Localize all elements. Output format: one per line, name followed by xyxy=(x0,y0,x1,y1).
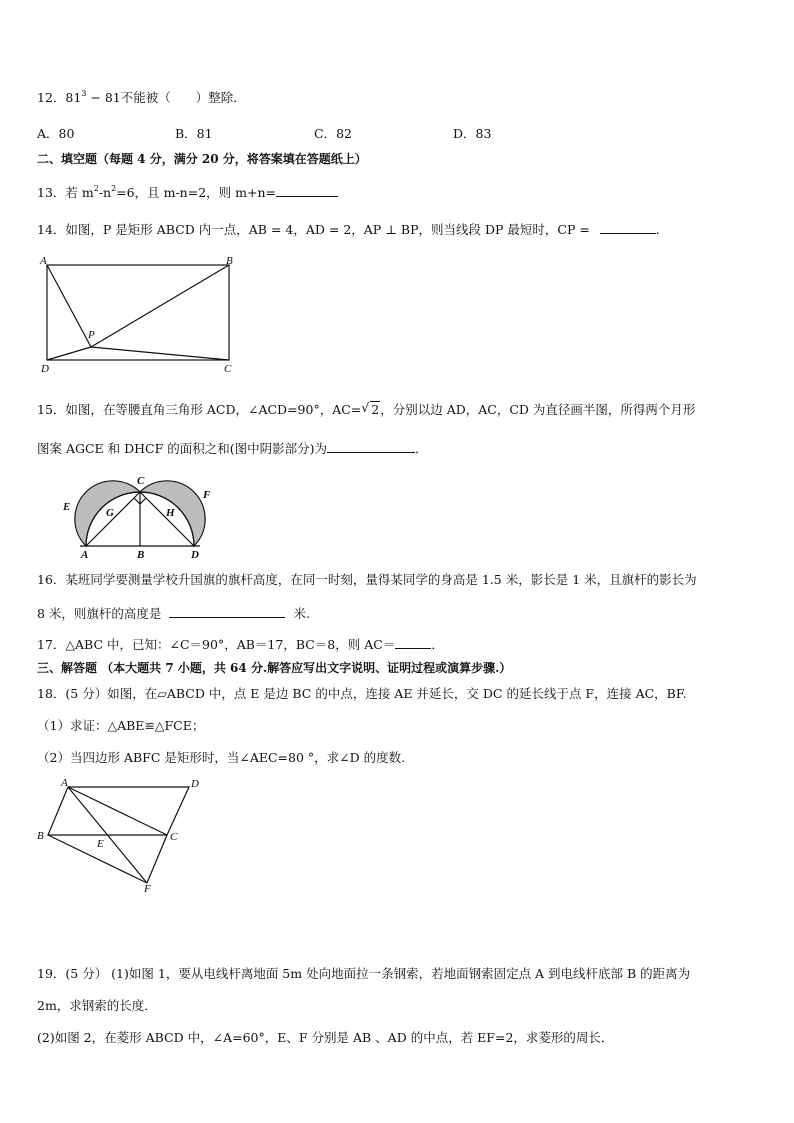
question-17 xyxy=(37,635,444,653)
label-c: C xyxy=(137,475,145,487)
label-b: B xyxy=(226,255,233,267)
question-14 xyxy=(37,220,668,238)
q13-text-a: 13．若 m xyxy=(37,185,94,200)
q14-end: ． xyxy=(655,222,669,237)
label-f: F xyxy=(203,489,211,501)
q14-rectangle-figure xyxy=(36,254,256,374)
question-16-line-2 xyxy=(37,604,310,622)
question-18-part-1: （1）求证：△ABE≌△FCE； xyxy=(37,718,205,733)
label-p: P xyxy=(88,329,95,341)
q15-lune-figure xyxy=(60,470,230,560)
q15-text-b: ，分别以边 AD，AC，CD 为直径画半图，所得两个月形 xyxy=(380,402,696,417)
label-f: F xyxy=(144,883,151,895)
question-12 xyxy=(37,90,246,106)
question-15-line-2 xyxy=(37,439,428,457)
label-h: H xyxy=(166,507,175,519)
q13-text-b: -n xyxy=(98,185,112,200)
q12-option-c: C．82 xyxy=(314,126,352,141)
q15-end: ． xyxy=(415,441,428,456)
question-18-line-1: 18．(5 分）如图，在▱ABCD 中，点 E 是边 BC 的中点，连接 AE 并延长，交 DC 的延长线于点 F，连接 AC，BF. xyxy=(37,686,687,701)
q16-text: 8 米，则旗杆的高度是 xyxy=(37,606,162,621)
question-19-line-2: 2m，求钢索的长度． xyxy=(37,998,157,1013)
label-d: D xyxy=(191,549,199,561)
q13-text-c: =6，且 m-n=2，则 m+n= xyxy=(116,185,276,200)
label-a: A xyxy=(81,549,89,561)
label-g: G xyxy=(106,507,114,519)
q12-text: − 81不能被（ ）整除． xyxy=(86,90,246,105)
question-15-line-1 xyxy=(37,402,695,418)
label-a: A xyxy=(61,777,68,789)
q12-option-b: B．81 xyxy=(175,126,213,141)
q12-option-a: A．80 xyxy=(37,126,75,141)
q17-text: 17．△ABC 中，已知：∠C＝90°，AB＝17，BC＝8，则 AC＝ xyxy=(37,637,396,652)
q15-text-a: 15．如图，在等腰直角三角形 ACD，∠ACD=90°，AC= xyxy=(37,402,362,417)
section-3-heading: 三、解答题 （本大题共 7 小题，共 64 分.解答应写出文字说明、证明过程或演算步骤.） xyxy=(37,661,512,675)
question-19-line-1: 19．(5 分） (1)如图 1，要从电线杆离地面 5m 处向地面拉一条钢索，若地面钢索固定点 A 到电线杆底部 B 的距离为 xyxy=(37,966,691,981)
question-18-part-2: （2）当四边形 ABFC 是矩形时，当∠AEC=80 °，求∠D 的度数. xyxy=(37,750,406,765)
sqrt-expression: √ 2 xyxy=(361,400,380,417)
q13-sup-a: 2 xyxy=(93,184,99,193)
label-d: D xyxy=(41,363,49,375)
question-12-number: 12． xyxy=(37,90,66,105)
q13-sup-b: 2 xyxy=(111,184,117,193)
q15-text-c: 图案 AGCE 和 DHCF 的面积之和(图中阴影部分)为 xyxy=(37,441,328,456)
segment-bp xyxy=(91,265,229,347)
label-b: B xyxy=(37,830,44,842)
q18-parallelogram-figure xyxy=(34,775,209,895)
q15-answer-blank xyxy=(327,439,415,453)
section-2-heading: 二、填空题（每题 4 分，满分 20 分，将答案填在答题纸上） xyxy=(37,152,367,166)
segment-cf xyxy=(147,835,167,883)
question-16-line-1: 16．某班同学要测量学校升国旗的旗杆高度，在同一时刻，量得某同学的身高是 1.5 米，影长是 1 米，且旗杆的影长为 xyxy=(37,572,697,587)
q16-end: 米. xyxy=(293,606,310,621)
q17-answer-blank xyxy=(395,635,431,649)
question-19-line-3: (2)如图 2，在菱形 ABCD 中，∠A=60°，E、F 分别是 AB 、AD 的中点，若 EF=2，求菱形的周长． xyxy=(37,1030,614,1045)
q14-text: 14．如图，P 是矩形 ABCD 内一点，AB = 4，AD = 2，AP ⊥ BP，则当线段 DP 最短时，CP = xyxy=(37,222,594,237)
label-d: D xyxy=(191,778,199,790)
label-e: E xyxy=(97,838,104,850)
segment-ac xyxy=(68,787,167,835)
q13-answer-blank xyxy=(276,183,338,197)
label-e: E xyxy=(63,501,71,513)
q12-exponent: 3 xyxy=(81,89,87,98)
sqrt-value: 2 xyxy=(371,402,380,417)
label-c: C xyxy=(224,363,232,375)
q12-option-d: D．83 xyxy=(453,126,492,141)
label-b: B xyxy=(137,549,145,561)
q12-base: 81 xyxy=(65,90,82,105)
question-13 xyxy=(37,183,338,201)
label-a: A xyxy=(40,255,47,267)
rectangle-abcd xyxy=(47,265,229,360)
q17-end: ． xyxy=(431,637,444,652)
q14-answer-blank xyxy=(600,220,656,234)
segment-dp xyxy=(47,347,91,360)
q16-answer-blank xyxy=(169,604,285,618)
segment-cp xyxy=(91,347,229,360)
segment-ap xyxy=(47,265,91,347)
label-c: C xyxy=(170,831,178,843)
